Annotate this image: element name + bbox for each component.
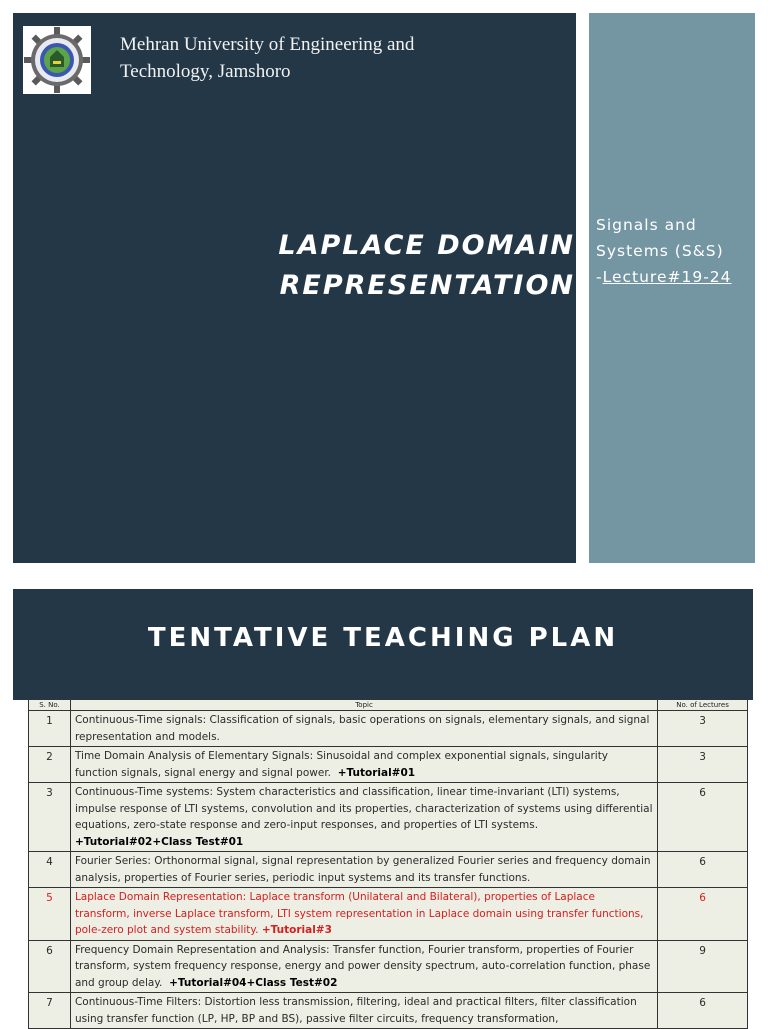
header-topic: Topic: [70, 700, 657, 711]
table-row: [29, 783, 748, 852]
topic-text: Continuous-Time systems: System characteristics and classification, linear time-invariant (LTI) systems, impulse response of LTI systems, convolution and its properties, characterization of systems using differential equations, zero-state response and zero-input responses, and properties of LTI systems.: [74, 786, 653, 831]
course-info: [596, 212, 751, 290]
teaching-plan-title: TENTATIVE TEACHING PLAN: [147, 623, 619, 653]
topic-text: Fourier Series: Orthonormal signal, signal representation by generalized Fourier series and frequency domain analysis, properties of Fourier series, periodic input systems and its transfer functions.: [74, 855, 651, 884]
table-row: [29, 747, 748, 783]
teaching-plan-header: [13, 589, 753, 700]
university-name: Mehran University of Engineering and Technology, Jamshoro: [120, 34, 415, 82]
lecture-title: [275, 226, 575, 306]
university-logo: [23, 26, 91, 94]
row-sno: 4: [29, 852, 71, 888]
lecture-title-line-2: REPRESENTATION: [279, 270, 575, 301]
teaching-plan-table: [28, 699, 748, 1029]
row-lectures: 6: [658, 888, 748, 941]
lecture-title-line-1: LAPLACE DOMAIN: [278, 230, 575, 261]
row-sno: 5: [29, 888, 71, 941]
row-lectures: 6: [658, 783, 748, 852]
row-sno: 3: [29, 783, 71, 852]
header-sno: S. No.: [29, 700, 71, 711]
row-topic: [70, 852, 657, 888]
lecture-number: [596, 264, 751, 290]
row-lectures: 3: [658, 747, 748, 783]
tutorial-label: +Tutorial#04+Class Test#02: [169, 976, 338, 989]
table-row: [29, 940, 748, 993]
table-row-highlighted: [29, 888, 748, 941]
title-slide-main-panel: [13, 13, 576, 563]
topic-text: Laplace Domain Representation: Laplace transform (Unilateral and Bilateral), properties of Laplace transform, inverse Laplace transform, LTI system representation in Laplace domain using transfer functions, pole-zero plot and system stability.: [74, 891, 644, 936]
table-row: [29, 852, 748, 888]
table-row: [29, 711, 748, 747]
row-topic: [70, 783, 657, 852]
topic-text: Frequency Domain Representation and Analysis: Transfer function, Fourier transform, properties of Fourier transform, system frequency response, energy and power density spectrum, auto-correlation function, phase and group delay.: [74, 943, 651, 989]
header-lectures: No. of Lectures: [658, 700, 748, 711]
topic-text: Continuous-Time Filters: Distortion less transmission, filtering, ideal and practical filters, filter classification using transfer function (LP, HP, BP and BS), passive filter circuits, frequency transformation,: [74, 996, 637, 1025]
row-sno: 7: [29, 993, 71, 1029]
course-name-line-1: Signals and: [596, 216, 697, 234]
lecture-link[interactable]: Lecture#19-24: [602, 268, 732, 286]
tutorial-label: +Tutorial#01: [337, 766, 416, 779]
row-topic: [70, 888, 657, 941]
course-name-line-2: Systems (S&S): [596, 242, 724, 260]
topic-text: Continuous-Time signals: Classification of signals, basic operations on signals, elementary signals, and signal representation and models.: [74, 714, 650, 743]
row-lectures: 6: [658, 852, 748, 888]
table-row: [29, 993, 748, 1029]
tutorial-label: +Tutorial#02+Class Test#01: [74, 835, 244, 848]
topic-text: Time Domain Analysis of Elementary Signals: Sinusoidal and complex exponential signals, singularity function signals, signal energy and signal power.: [74, 750, 609, 779]
row-topic: [70, 940, 657, 993]
row-lectures: 6: [658, 993, 748, 1029]
row-lectures: 3: [658, 711, 748, 747]
row-sno: 2: [29, 747, 71, 783]
row-sno: 6: [29, 940, 71, 993]
row-lectures: 9: [658, 940, 748, 993]
row-topic: [70, 747, 657, 783]
university-crest-icon: [23, 26, 91, 94]
tutorial-label: +Tutorial#3: [261, 924, 332, 936]
table-header-row: [29, 700, 748, 711]
row-topic: [70, 993, 657, 1029]
row-sno: 1: [29, 711, 71, 747]
row-topic: [70, 711, 657, 747]
lecture-prefix: -: [596, 268, 603, 286]
